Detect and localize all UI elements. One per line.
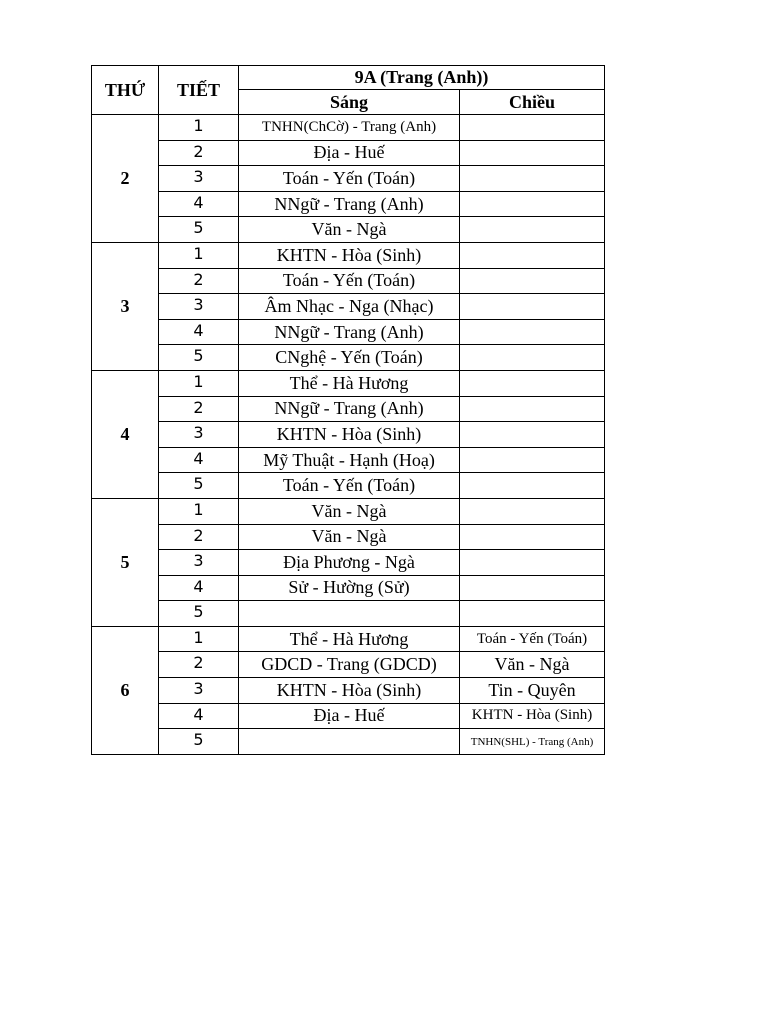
afternoon-subject-cell: Tin - Quyên bbox=[460, 678, 605, 704]
table-row bbox=[92, 703, 605, 729]
period-cell: 5 bbox=[159, 729, 239, 755]
table-row bbox=[92, 242, 605, 268]
morning-subject-cell: Thể - Hà Hương bbox=[239, 626, 460, 652]
afternoon-subject-cell: Văn - Ngà bbox=[460, 652, 605, 678]
timetable-body bbox=[92, 115, 605, 755]
period-cell: 2 bbox=[159, 140, 239, 166]
afternoon-subject-cell bbox=[460, 473, 605, 499]
morning-subject-cell: GDCD - Trang (GDCD) bbox=[239, 652, 460, 678]
table-row bbox=[92, 575, 605, 601]
period-cell: 2 bbox=[159, 524, 239, 550]
period-cell: 3 bbox=[159, 166, 239, 192]
table-row bbox=[92, 447, 605, 473]
afternoon-subject-cell bbox=[460, 191, 605, 217]
afternoon-subject-cell bbox=[460, 422, 605, 448]
table-row bbox=[92, 396, 605, 422]
morning-subject-cell: NNgữ - Trang (Anh) bbox=[239, 191, 460, 217]
morning-subject-cell: Toán - Yến (Toán) bbox=[239, 473, 460, 499]
table-row bbox=[92, 626, 605, 652]
afternoon-subject-cell bbox=[460, 524, 605, 550]
afternoon-subject-cell bbox=[460, 345, 605, 371]
period-cell: 5 bbox=[159, 601, 239, 627]
table-row bbox=[92, 319, 605, 345]
morning-subject-cell: NNgữ - Trang (Anh) bbox=[239, 319, 460, 345]
morning-subject-cell: Sử - Hường (Sử) bbox=[239, 575, 460, 601]
table-row bbox=[92, 268, 605, 294]
morning-subject-cell: KHTN - Hòa (Sinh) bbox=[239, 242, 460, 268]
table-row bbox=[92, 217, 605, 243]
afternoon-subject-cell bbox=[460, 115, 605, 141]
morning-subject-cell bbox=[239, 601, 460, 627]
afternoon-subject-cell bbox=[460, 575, 605, 601]
morning-subject-cell: TNHN(ChCờ) - Trang (Anh) bbox=[239, 115, 460, 141]
afternoon-subject-cell bbox=[460, 396, 605, 422]
period-cell: 1 bbox=[159, 242, 239, 268]
morning-subject-cell: Toán - Yến (Toán) bbox=[239, 268, 460, 294]
period-cell: 1 bbox=[159, 498, 239, 524]
afternoon-subject-cell bbox=[460, 319, 605, 345]
period-cell: 3 bbox=[159, 422, 239, 448]
table-row bbox=[92, 370, 605, 396]
period-cell: 2 bbox=[159, 268, 239, 294]
timetable bbox=[91, 65, 605, 755]
period-cell: 4 bbox=[159, 191, 239, 217]
afternoon-subject-cell bbox=[460, 268, 605, 294]
afternoon-subject-cell bbox=[460, 370, 605, 396]
period-cell: 5 bbox=[159, 345, 239, 371]
period-cell: 4 bbox=[159, 319, 239, 345]
morning-subject-cell: KHTN - Hòa (Sinh) bbox=[239, 678, 460, 704]
period-column-header: TIẾT bbox=[159, 66, 239, 115]
day-column-header: THỨ bbox=[92, 66, 159, 115]
afternoon-subject-cell: KHTN - Hòa (Sinh) bbox=[460, 703, 605, 729]
day-cell: 5 bbox=[92, 498, 159, 626]
morning-subject-cell: Mỹ Thuật - Hạnh (Hoạ) bbox=[239, 447, 460, 473]
table-row bbox=[92, 115, 605, 141]
period-cell: 1 bbox=[159, 626, 239, 652]
afternoon-subject-cell: TNHN(SHL) - Trang (Anh) bbox=[460, 729, 605, 755]
table-row bbox=[92, 166, 605, 192]
morning-subject-cell: KHTN - Hòa (Sinh) bbox=[239, 422, 460, 448]
period-cell: 2 bbox=[159, 652, 239, 678]
day-cell: 2 bbox=[92, 115, 159, 243]
period-cell: 4 bbox=[159, 447, 239, 473]
afternoon-subject-cell bbox=[460, 447, 605, 473]
afternoon-subject-cell bbox=[460, 498, 605, 524]
morning-subject-cell: Văn - Ngà bbox=[239, 498, 460, 524]
afternoon-subject-cell bbox=[460, 166, 605, 192]
afternoon-subject-cell bbox=[460, 601, 605, 627]
afternoon-subject-cell bbox=[460, 242, 605, 268]
table-row bbox=[92, 524, 605, 550]
period-cell: 4 bbox=[159, 575, 239, 601]
morning-subject-cell: CNghệ - Yến (Toán) bbox=[239, 345, 460, 371]
table-row bbox=[92, 652, 605, 678]
table-row bbox=[92, 601, 605, 627]
morning-subject-cell: Văn - Ngà bbox=[239, 524, 460, 550]
morning-subject-cell: Địa Phương - Ngà bbox=[239, 550, 460, 576]
afternoon-subject-cell bbox=[460, 217, 605, 243]
day-cell: 6 bbox=[92, 626, 159, 754]
table-row bbox=[92, 729, 605, 755]
period-cell: 5 bbox=[159, 217, 239, 243]
period-cell: 2 bbox=[159, 396, 239, 422]
morning-subject-cell bbox=[239, 729, 460, 755]
afternoon-subject-cell: Toán - Yến (Toán) bbox=[460, 626, 605, 652]
morning-subject-cell: Thể - Hà Hương bbox=[239, 370, 460, 396]
morning-subject-cell: Địa - Huế bbox=[239, 140, 460, 166]
period-cell: 4 bbox=[159, 703, 239, 729]
table-row bbox=[92, 140, 605, 166]
morning-subject-cell: Toán - Yến (Toán) bbox=[239, 166, 460, 192]
day-cell: 4 bbox=[92, 370, 159, 498]
table-row bbox=[92, 498, 605, 524]
morning-subject-cell: Văn - Ngà bbox=[239, 217, 460, 243]
morning-subject-cell: Âm Nhạc - Nga (Nhạc) bbox=[239, 294, 460, 320]
afternoon-header: Chiều bbox=[460, 90, 605, 115]
afternoon-subject-cell bbox=[460, 140, 605, 166]
period-cell: 1 bbox=[159, 115, 239, 141]
morning-subject-cell: Địa - Huế bbox=[239, 703, 460, 729]
period-cell: 3 bbox=[159, 678, 239, 704]
table-row bbox=[92, 473, 605, 499]
afternoon-subject-cell bbox=[460, 294, 605, 320]
period-cell: 5 bbox=[159, 473, 239, 499]
afternoon-subject-cell bbox=[460, 550, 605, 576]
table-row bbox=[92, 678, 605, 704]
table-row bbox=[92, 422, 605, 448]
table-row bbox=[92, 550, 605, 576]
table-row bbox=[92, 294, 605, 320]
period-cell: 3 bbox=[159, 550, 239, 576]
period-cell: 3 bbox=[159, 294, 239, 320]
day-cell: 3 bbox=[92, 242, 159, 370]
table-row bbox=[92, 191, 605, 217]
table-row bbox=[92, 345, 605, 371]
class-title: 9A (Trang (Anh)) bbox=[239, 66, 605, 90]
header-row-class bbox=[92, 66, 605, 90]
period-cell: 1 bbox=[159, 370, 239, 396]
morning-header: Sáng bbox=[239, 90, 460, 115]
morning-subject-cell: NNgữ - Trang (Anh) bbox=[239, 396, 460, 422]
